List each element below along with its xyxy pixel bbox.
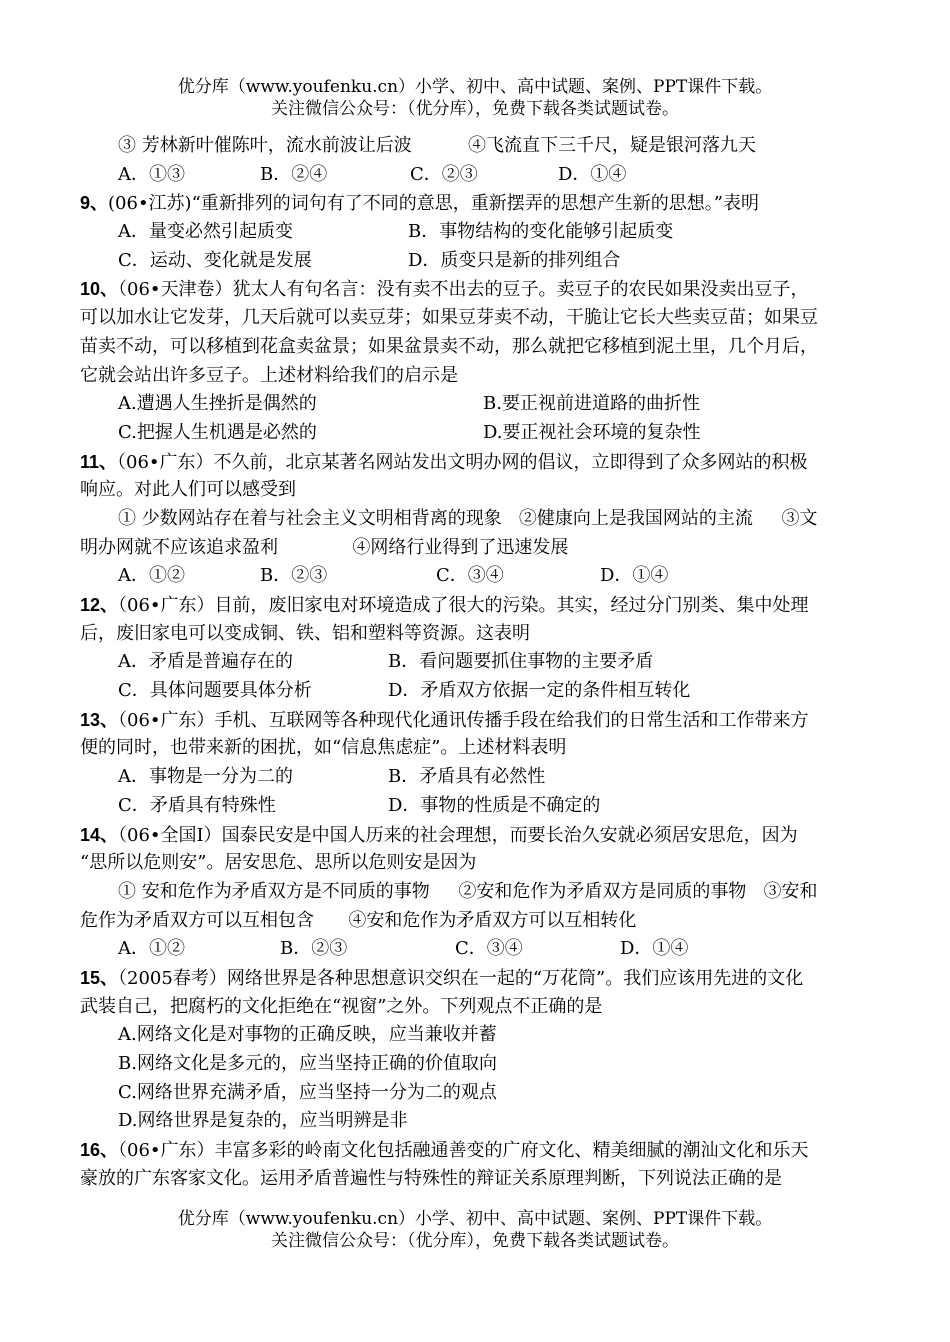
- question-9-options-ab: [80, 218, 875, 247]
- question-11-options: [80, 562, 875, 591]
- option-d: D．①④: [620, 938, 689, 960]
- header-line-2: 关注微信公众号：（优分库），免费下载各类试题试卷。: [271, 99, 679, 119]
- question-number: 13、: [80, 709, 119, 730]
- question-10-line-4: 它就会站出许多豆子。上述材料给我们的启示是: [80, 364, 458, 386]
- question-10-line-3: 苗卖不动，可以移植到花盒卖盆景；如果盆景卖不动，那么就把它移植到泥土里，几个月后，: [80, 335, 818, 357]
- question-15-line-2: 武装自己，把腐朽的文化拒绝在“视窗”之外。下列观点不正确的是: [80, 995, 603, 1017]
- question-text: （06•广东）手机、互联网等各种现代化通讯传播手段在给我们的日常生活和工作带来方: [118, 709, 809, 731]
- option-b: B．看问题要抓住事物的主要矛盾: [388, 651, 654, 673]
- question-number: 14、: [80, 824, 119, 845]
- prev-options: [80, 161, 875, 190]
- page-footer: [0, 1208, 950, 1252]
- question-11-statements-2: 明办网就不应该追求盈利 ④网络行业得到了迅速发展: [80, 536, 569, 558]
- option-d: D.网络世界是复杂的，应当明辨是非: [118, 1110, 408, 1132]
- question-number: 12、: [80, 595, 119, 615]
- question-10-stem: [80, 275, 875, 304]
- option-a: A.遭遇人生挫折是偶然的: [118, 393, 317, 415]
- option-d: D．事物的性质是不确定的: [388, 794, 601, 816]
- question-10-line-2: 可以加水让它发芽，几天后就可以卖豆芽；如果豆芽卖不动，干脆让它长大些卖豆苗；如果豆: [80, 307, 818, 329]
- question-text: （06•全国Ⅰ）国泰民安是中国人历来的社会理想，而要长治久安就必须居安思危，因为: [118, 824, 798, 846]
- option-c: C．运动、变化就是发展: [118, 249, 312, 271]
- question-number: 10、: [80, 279, 119, 300]
- question-14-stem: [80, 821, 875, 850]
- question-12-options-cd: [80, 677, 875, 706]
- question-11-line-2: 响应。对此人们可以感受到: [80, 479, 296, 501]
- option-c: C．③④: [436, 565, 504, 587]
- option-c: C．具体问题要具体分析: [118, 680, 312, 702]
- question-16-line-2: 豪放的广东客家文化。运用矛盾普遍性与特殊性的辩证关系原理判断，下列说法正确的是: [80, 1167, 782, 1189]
- question-13-options-ab: [80, 763, 875, 792]
- option-c: C.把握人生机遇是必然的: [118, 421, 317, 443]
- option-c: C.网络世界充满矛盾，应当坚持一分为二的观点: [118, 1081, 497, 1103]
- option-b: B.网络文化是多元的，应当坚持正确的价值取向: [118, 1053, 497, 1074]
- question-11-stem: [80, 448, 875, 477]
- question-10-options-ab: [80, 390, 875, 419]
- prev-item-4: ④飞流直下三千尺，疑是银河落九天: [468, 135, 756, 156]
- question-number: 15、: [80, 967, 119, 988]
- option-a: A．①②: [118, 565, 185, 587]
- question-10-options-cd: [80, 419, 875, 448]
- option-b: B．②④: [260, 163, 328, 185]
- option-b: B．②③: [260, 565, 328, 587]
- question-number: 9、: [80, 193, 109, 214]
- question-number: 11、: [80, 451, 118, 472]
- question-text: （06•天津卷）犹太人有句名言：没有卖不出去的豆子。卖豆子的农民如果没卖出豆子，: [118, 279, 809, 301]
- page-header: [0, 76, 950, 120]
- footer-line-1: 优分库（www.youfenku.cn）小学、初中、高中试题、案例、PPT课件下载。: [177, 1209, 773, 1229]
- question-14-line-2: “思所以危则安”。居安思危、思所以危则安是因为: [80, 852, 477, 874]
- question-14-options: [80, 935, 875, 964]
- option-c: C．②③: [410, 163, 478, 185]
- question-14-statements-2: 危作为矛盾双方可以互相包含 ④安和危作为矛盾双方可以互相转化: [80, 909, 637, 931]
- prev-item-3: ③ 芳林新叶催陈叶，流水前波让后波: [118, 135, 412, 156]
- option-d: D．矛盾双方依据一定的条件相互转化: [388, 680, 691, 702]
- prev-statements: [80, 132, 875, 161]
- question-14-statements-1: ① 安和危作为矛盾双方是不同质的事物 ②安和危作为矛盾双方是同质的事物 ③安和: [118, 880, 818, 902]
- question-9-stem: [80, 189, 875, 218]
- question-11-statements-1: ① 少数网站存在着与社会主义文明相背离的现象 ②健康向上是我国网站的主流 ③文: [118, 507, 818, 529]
- option-d: D．①④: [600, 565, 669, 587]
- option-d: D．质变只是新的排列组合: [408, 249, 621, 271]
- question-9-options-cd: [80, 247, 875, 276]
- option-c: C．③④: [455, 938, 523, 960]
- option-d: D．①④: [558, 163, 627, 185]
- header-line-1: 优分库（www.youfenku.cn）小学、初中、高中试题、案例、PPT课件下载。: [177, 77, 773, 97]
- question-text: (06•江苏)“重新排列的词句有了不同的意思，重新摆弄的思想产生新的思想。”表明: [108, 193, 759, 215]
- question-15-stem: [80, 964, 875, 993]
- option-a: A．矛盾是普遍存在的: [118, 651, 293, 673]
- question-13-stem: [80, 706, 875, 735]
- question-number: 16、: [80, 1140, 119, 1161]
- question-16-stem: [80, 1136, 875, 1165]
- question-12-stem: [80, 591, 875, 620]
- option-a: A.网络文化是对事物的正确反映，应当兼收并蓄: [118, 1024, 497, 1046]
- question-12-options-ab: [80, 648, 875, 677]
- footer-line-2: 关注微信公众号：（优分库），免费下载各类试题试卷。: [271, 1231, 679, 1251]
- question-12-line-2: 后，废旧家电可以变成铜、铁、铝和塑料等资源。这表明: [80, 622, 530, 644]
- option-a: A．①③: [118, 163, 185, 185]
- option-b: B．矛盾具有必然性: [388, 766, 546, 788]
- question-13-line-2: 便的同时，也带来新的困扰，如“信息焦虑症”。上述材料表明: [80, 737, 567, 759]
- question-text: （06•广东）不久前，北京某著名网站发出文明办网的倡议，立即得到了众多网站的积极: [117, 451, 808, 473]
- option-b: B.要正视前进道路的曲折性: [483, 393, 700, 415]
- question-text: （06•广东）丰富多彩的岭南文化包括融通善变的广府文化、精美细腻的潮汕文化和乐天: [118, 1140, 809, 1162]
- option-d: D.要正视社会环境的复杂性: [483, 421, 701, 443]
- option-b: B．事物结构的变化能够引起质变: [408, 221, 674, 243]
- option-a: A．量变必然引起质变: [118, 221, 293, 243]
- question-content: [80, 132, 875, 1193]
- option-b: B．②③: [280, 938, 348, 960]
- question-text: （06•广东）目前，废旧家电对环境造成了很大的污染。其实，经过分门别类、集中处理: [118, 595, 809, 616]
- option-c: C．矛盾具有特殊性: [118, 794, 276, 816]
- option-a: A．事物是一分为二的: [118, 766, 293, 788]
- question-13-options-cd: [80, 792, 875, 821]
- question-text: （2005春考）网络世界是各种思想意识交织在一起的“万花筒”。我们应该用先进的文化: [118, 967, 804, 989]
- option-a: A．①②: [118, 938, 185, 960]
